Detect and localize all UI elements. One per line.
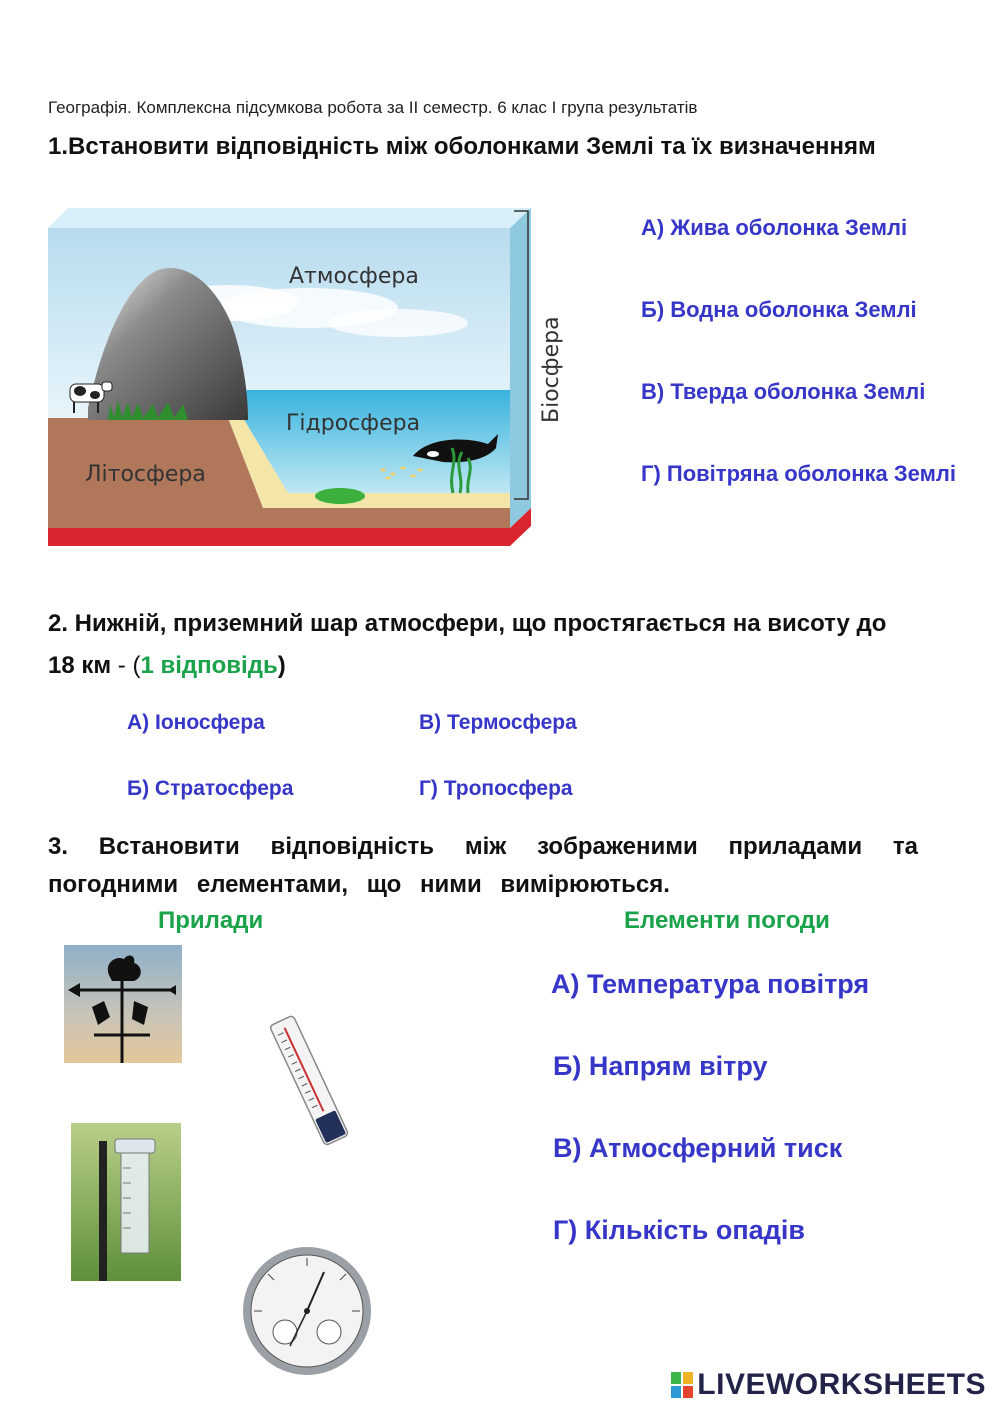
question-2-title-line1: 2. Нижній, приземний шар атмосфери, що простягається на висоту до <box>48 610 887 637</box>
question-1-title: 1.Встановити відповідність між оболонками Землі та їх визначенням <box>48 133 876 160</box>
liveworksheets-logo-icon <box>671 1372 693 1398</box>
q2-option-c[interactable]: В) Термосфера <box>419 711 577 734</box>
label-biosphere: Біосфера <box>539 316 564 423</box>
barometer-icon[interactable] <box>240 1244 374 1378</box>
column-header-instruments: Прилади <box>158 907 264 934</box>
liveworksheets-logo-text: LIVEWORKSHEETS <box>697 1368 986 1401</box>
q2-option-b[interactable]: Б) Стратосфера <box>127 777 294 800</box>
question-2-separator: - ( <box>111 652 141 679</box>
q3-option-c[interactable]: В) Атмосферний тиск <box>553 1133 843 1163</box>
column-header-weather-elements: Елементи погоди <box>624 907 830 934</box>
q1-option-c[interactable]: В) Тверда оболонка Землі <box>641 379 926 404</box>
q2-option-a[interactable]: А) Іоносфера <box>127 711 265 734</box>
block-top-face <box>48 208 531 228</box>
question-2-title-line2 <box>48 652 286 680</box>
question-2-answer-count: 1 відповідь <box>140 652 278 679</box>
label-atmosphere: Атмосфера <box>289 264 419 289</box>
rain-gauge-icon[interactable] <box>71 1123 181 1281</box>
weather-vane-icon[interactable] <box>64 945 182 1063</box>
q1-option-a[interactable]: А) Жива оболонка Землі <box>641 215 908 240</box>
thermometer-icon[interactable] <box>262 1010 358 1150</box>
q1-option-b[interactable]: Б) Водна оболонка Землі <box>641 297 917 322</box>
question-3-title-line2: погодними елементами, що ними вимірюються. <box>48 871 670 898</box>
q1-option-d[interactable]: Г) Повітряна оболонка Землі <box>641 461 956 486</box>
label-lithosphere: Літосфера <box>85 462 206 487</box>
q3-option-b[interactable]: Б) Напрям вітру <box>553 1051 768 1081</box>
q2-option-d[interactable]: Г) Тропосфера <box>419 777 573 800</box>
earth-spheres-diagram <box>48 208 568 553</box>
worksheet-subtitle: Географія. Комплексна підсумкова робота за ІІ семестр. 6 клас І група результатів <box>48 98 698 117</box>
q3-option-a[interactable]: А) Температура повітря <box>551 969 870 999</box>
label-hydrosphere: Гідросфера <box>286 411 421 436</box>
question-2-close-paren: ) <box>277 652 286 679</box>
q3-option-d[interactable]: Г) Кількість опадів <box>553 1215 805 1245</box>
question-2-height: 18 км <box>48 652 112 679</box>
question-3-title-line1: 3. Встановити відповідність між зображеними приладами та <box>48 833 918 860</box>
liveworksheets-logo <box>671 1368 986 1402</box>
